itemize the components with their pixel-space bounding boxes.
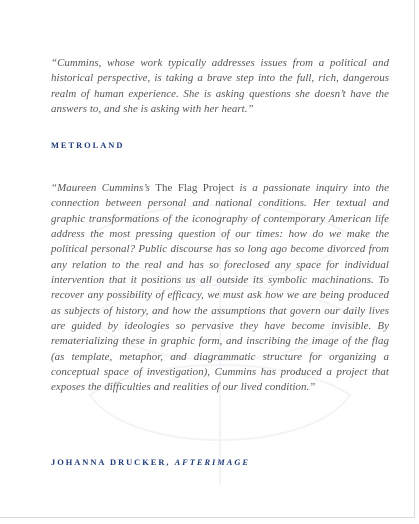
quote-text: “Cummins, whose work typically addresses issues from a political and historical perspective, is taking a brave step into the full, rich, dangerous realm of human experience. She is asking questions she doesn’t have the answers to, and she is asking with her heart.” <box>51 57 389 116</box>
quote-text-before: “Maureen Cummins’s <box>51 182 156 194</box>
attribution-metroland: METROLAND <box>51 141 125 150</box>
attribution-publication: AFTERIMAGE <box>174 458 250 467</box>
quote-text-after: is a passionate inquiry into the connection between personal and national conditions. Her textual and graphic transformations of the iconography of contemporary American life address the most pressing question of our times: how do we make the political personal? Public discourse has so long ago become divorced from any relation to the real and has so foreclosed any space for individual intervention that it positions us all outside its symbolic machinations. To recover any possibility of efficacy, we must ask how we are being produced as subjects of history, and how the assumptions that govern our daily lives are guided by ideologies so pervasive they have become invisible. By rematerializing these in graphic form, and inscribing the image of the flag (as template, metaphor, and diagrammatic structure for organizing a conceptual space of investigation), Cummins has produced a project that exposes the difficulties and realities of our lived condition.” <box>51 182 389 394</box>
quote-metroland <box>51 56 389 117</box>
project-title: The Flag Project <box>155 182 235 194</box>
attribution-author: JOHANNA DRUCKER, <box>51 458 171 467</box>
quote-text <box>51 181 389 396</box>
quote-drucker <box>51 181 389 396</box>
attribution-drucker <box>51 458 250 467</box>
